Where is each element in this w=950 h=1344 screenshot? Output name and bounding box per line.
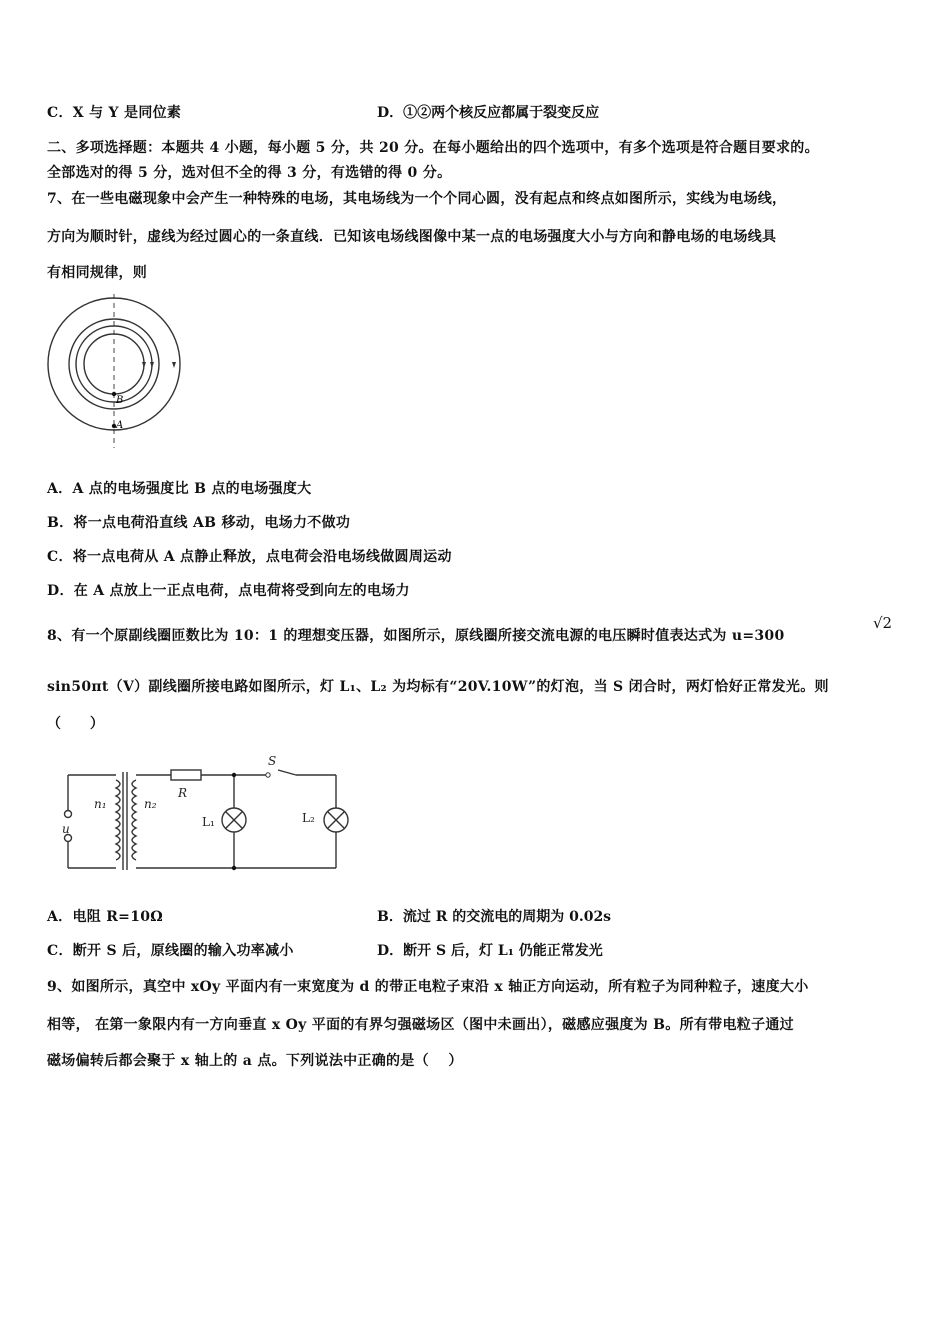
- q8-fig-label-n2: n₂: [144, 797, 157, 811]
- q8-fig-label-s: S: [268, 754, 277, 768]
- q7-stem-line1: 7、在一些电磁现象中会产生一种特殊的电场，其电场线为一个个同心圆，没有起点和终点如图所示，实线为电场线，: [47, 191, 787, 207]
- q8-fig-label-u: u: [62, 822, 70, 836]
- q8-stem-line1: 8、有一个原副线圈匝数比为 10：1 的理想变压器，如图所示，原线圈所接交流电源的电压瞬时值表达式为 u=300: [47, 628, 785, 644]
- q8-transformer-circuit-figure: [56, 750, 356, 875]
- q8-fig-label-n1: n₁: [94, 797, 107, 811]
- q8-stem-line2: sin50πt（V）副线圈所接电路如图所示，灯 L₁、L₂ 为均标有“20V.10W”的灯泡，当 S 闭合时，两灯恰好正常发光。则: [47, 679, 829, 695]
- q7-fig-label-a: A: [116, 420, 124, 431]
- q7-stem-line2: 方向为顺时针，虚线为经过圆心的一条直线．已知该电场线图像中某一点的电场强度大小与方向和静电场的电场线具: [47, 229, 777, 245]
- section2-heading: 二、多项选择题：本题共 4 小题，每小题 5 分，共 20 分。在每小题给出的四个选项中，有多个选项是符合题目要求的。: [47, 140, 819, 156]
- q8-fig-label-r: R: [178, 786, 188, 800]
- q9-stem-line3: 磁场偏转后都会聚于 x 轴上的 a 点。下列说法中正确的是（ ）: [47, 1053, 463, 1069]
- option-d-fission: D．①②两个核反应都属于裂变反应: [377, 105, 600, 121]
- q7-option-a: A．A 点的电场强度比 B 点的电场强度大: [47, 481, 312, 497]
- q7-stem-line3: 有相同规律，则: [47, 265, 148, 281]
- q8-sqrt-two: √2: [873, 614, 893, 632]
- q8-answer-blank: （ ）: [47, 716, 105, 732]
- q8-fig-label-l2: L₂: [302, 811, 315, 825]
- q7-option-b: B．将一点电荷沿直线 AB 移动，电场力不做功: [47, 515, 351, 531]
- q8-option-a: A．电阻 R=10Ω: [47, 909, 164, 925]
- q9-stem-line2: 相等， 在第一象限内有一方向垂直 x Oy 平面的有界匀强磁场区（图中未画出），磁感应强度为 B。所有带电粒子通过: [47, 1017, 794, 1033]
- section2-scoring: 全部选对的得 5 分，选对但不全的得 3 分，有选错的得 0 分。: [47, 165, 452, 181]
- q7-option-d: D．在 A 点放上一正点电荷，点电荷将受到向左的电场力: [47, 583, 410, 599]
- q8-fig-label-l1: L₁: [202, 815, 215, 829]
- q7-fig-label-b: B: [116, 395, 124, 406]
- q7-option-c: C．将一点电荷从 A 点静止释放，点电荷会沿电场线做圆周运动: [47, 549, 452, 565]
- q9-stem-line1: 9、如图所示，真空中 xOy 平面内有一束宽度为 d 的带正电粒子束沿 x 轴正方向运动，所有粒子为同种粒子，速度大小: [47, 979, 809, 995]
- q7-concentric-field-figure: [44, 292, 184, 450]
- q8-option-b: B．流过 R 的交流电的周期为 0.02s: [377, 909, 612, 925]
- q8-option-c: C．断开 S 后，原线圈的输入功率减小: [47, 943, 294, 959]
- q8-option-d: D．断开 S 后，灯 L₁ 仍能正常发光: [377, 943, 603, 959]
- option-c-x-y-isotopes: C．X 与 Y 是同位素: [47, 105, 182, 121]
